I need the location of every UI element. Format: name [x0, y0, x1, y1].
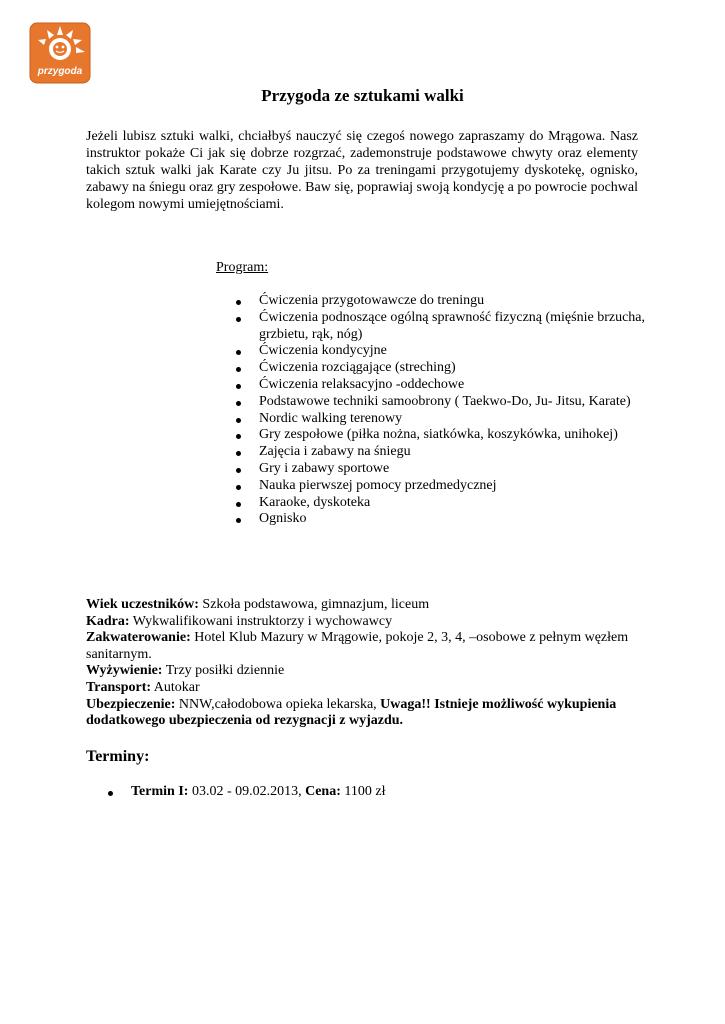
logo-text: przygoda — [37, 66, 83, 77]
insurance-note: Uwaga!! Istnieje możliwość wykupienia dodatkowego ubezpieczenia od rezygnacji z wyjazdu. — [86, 696, 617, 729]
intro-paragraph: Jeżeli lubisz sztuki walki, chciałbyś nauczyć się czegoś nowego zapraszamy do Mrągowa. Nasz instruktor pokaże Ci jak się dobrze rozgrzać, zademonstruje podstawowe chwyty oraz elementy takich sztuk walki jak Karate czy Ju jitsu. Po za treningami przygotujemy dyskotekę, ognisko, zabawy na śniegu oraz gry zespołowe. Baw się, poprawiaj swoją kondycję a po powrocie pochwal kolegom nowymi umiejętnościami. — [86, 129, 638, 212]
age-value: Szkoła podstawowa, gimnazjum, liceum — [198, 597, 430, 612]
age-label: Wiek uczestników: — [86, 597, 199, 612]
terms-list — [108, 784, 385, 800]
program-item: Ćwiczenia rozciągające (streching) — [236, 360, 656, 377]
lodging-value: Hotel Klub Mazury w Mrągowie, pokoje 2, 3, 4, –osobowe z pełnym węzłem sanitarnym. — [86, 630, 629, 662]
program-item: Gry zespołowe (piłka nożna, siatkówka, koszykówka, unihokej) — [236, 427, 656, 444]
sun-logo-icon — [29, 22, 91, 84]
staff-value: Wykwalifikowani instruktorzy i wychowawcy — [129, 613, 393, 629]
program-list — [236, 293, 656, 528]
trip-details — [86, 597, 646, 730]
program-item: Ćwiczenia kondycyjne — [236, 343, 656, 360]
term-price-label: Cena: — [305, 784, 341, 799]
page-title: Przygoda ze sztukami walki — [261, 86, 464, 105]
staff-row — [86, 614, 646, 631]
insurance-label: Ubezpieczenie: — [86, 696, 176, 712]
insurance-value: NNW,całodobowa opieka lekarska, — [175, 696, 381, 712]
food-row — [86, 663, 646, 680]
term-item — [108, 784, 385, 800]
program-item: Ćwiczenia przygotowawcze do treningu — [236, 293, 656, 310]
food-label: Wyżywienie: — [86, 663, 163, 679]
program-label: Program: — [216, 260, 269, 275]
program-item: Nordic walking terenowy — [236, 411, 656, 428]
program-item: Ćwiczenia relaksacyjno -oddechowe — [236, 377, 656, 394]
age-row — [86, 597, 646, 614]
staff-label: Kadra: — [86, 613, 130, 629]
lodging-row — [86, 630, 646, 663]
food-value: Trzy posiłki dziennie — [162, 663, 285, 679]
insurance-row — [86, 697, 646, 730]
program-item: Ćwiczenia podnoszące ogólną sprawność fizyczną (mięśnie brzucha, grzbietu, rąk, nóg) — [236, 310, 656, 344]
program-item: Zajęcia i zabawy na śniegu — [236, 444, 656, 461]
program-item: Podstawowe techniki samoobrony ( Taekwo-Do, Ju- Jitsu, Karate) — [236, 394, 656, 411]
term-price: 1100 zł — [340, 784, 386, 799]
przygoda-logo — [29, 22, 91, 84]
program-item: Karaoke, dyskoteka — [236, 495, 656, 512]
transport-label: Transport: — [86, 679, 152, 695]
terms-heading: Terminy: — [86, 748, 150, 765]
transport-row — [86, 680, 646, 697]
lodging-label: Zakwaterowanie: — [86, 630, 191, 646]
transport-value: Autokar — [151, 679, 200, 695]
program-item: Ognisko — [236, 511, 656, 528]
program-item: Gry i zabawy sportowe — [236, 461, 656, 478]
program-item: Nauka pierwszej pomocy przedmedycznej — [236, 478, 656, 495]
term-label: Termin I: — [131, 784, 189, 799]
term-dates: 03.02 - 09.02.2013, — [188, 784, 306, 799]
